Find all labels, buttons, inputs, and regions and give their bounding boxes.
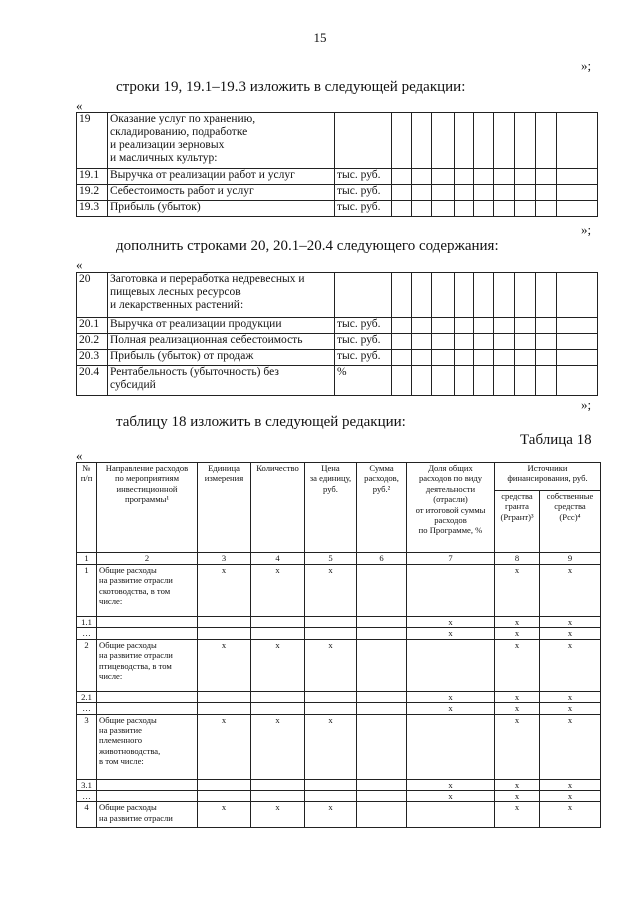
cell-quantity: x: [251, 714, 305, 779]
row-number: 19.2: [77, 185, 108, 201]
row-direction: [97, 617, 198, 628]
table-row: [77, 639, 601, 691]
section2-heading: дополнить строками 20, 20.1–20.4 следующего содержания:: [116, 238, 499, 254]
empty-cell: [432, 113, 455, 169]
cell-grant: x: [495, 691, 540, 702]
empty-cell: [515, 169, 536, 185]
row-number: 20.3: [77, 350, 108, 366]
table-18-title: Таблица 18: [520, 432, 592, 448]
cell-unit: [198, 791, 251, 802]
cell-grant: x: [495, 802, 540, 828]
cell-unit: [198, 617, 251, 628]
row-direction: [97, 791, 198, 802]
empty-cell: [515, 185, 536, 201]
cell-price: [305, 791, 357, 802]
cell-share: [407, 639, 495, 691]
empty-cell: [455, 169, 474, 185]
table-row: [77, 714, 601, 779]
section3-heading: таблицу 18 изложить в следующей редакции:: [116, 414, 406, 430]
cell-sum: [357, 714, 407, 779]
cell-unit: x: [198, 639, 251, 691]
row-number: 1.1: [77, 617, 97, 628]
row-number: 3: [77, 714, 97, 779]
empty-cell: [557, 113, 598, 169]
cell-price: [305, 628, 357, 639]
column-number: 2: [97, 553, 198, 565]
cell-share: x: [407, 779, 495, 790]
cell-sum: [357, 779, 407, 790]
cell-grant: x: [495, 628, 540, 639]
cell-unit: [198, 691, 251, 702]
empty-cell: [515, 334, 536, 350]
row-unit: [335, 113, 392, 169]
empty-cell: [557, 273, 598, 318]
cell-sum: [357, 691, 407, 702]
cell-grant: x: [495, 617, 540, 628]
column-number: 7: [407, 553, 495, 565]
cell-grant: x: [495, 639, 540, 691]
row-unit: [335, 273, 392, 318]
empty-cell: [494, 366, 515, 396]
row-direction: Общие расходы на развитие отрасли птицеводства, в том числе:: [97, 639, 198, 691]
empty-cell: [515, 366, 536, 396]
empty-cell: [536, 273, 557, 318]
row-unit: тыс. руб.: [335, 201, 392, 217]
cell-quantity: x: [251, 565, 305, 617]
empty-cell: [392, 201, 412, 217]
table-row: [77, 201, 598, 217]
column-number: 3: [198, 553, 251, 565]
row-name: Оказание услуг по хранению, складированию, подработке и реализации зерновых и масличных культур:: [108, 113, 335, 169]
cell-unit: x: [198, 714, 251, 779]
empty-cell: [515, 201, 536, 217]
column-number: 9: [540, 553, 601, 565]
table-row: [77, 779, 601, 790]
row-direction: [97, 703, 198, 714]
empty-cell: [412, 273, 432, 318]
header-direction: Направление расходов по мероприятиям инвестиционной программы¹: [97, 463, 198, 553]
empty-cell: [494, 318, 515, 334]
row-number: …: [77, 703, 97, 714]
row-number: 19.1: [77, 169, 108, 185]
open-quote-mark: «: [76, 257, 83, 272]
column-number: 4: [251, 553, 305, 565]
cell-price: x: [305, 714, 357, 779]
empty-cell: [536, 366, 557, 396]
empty-cell: [557, 169, 598, 185]
row-number: 4: [77, 802, 97, 828]
empty-cell: [557, 201, 598, 217]
close-quote-mark: »;: [581, 397, 592, 412]
empty-cell: [494, 334, 515, 350]
row-name: Заготовка и переработка недревесных и пищевых лесных ресурсов и лекарственных растений:: [108, 273, 335, 318]
empty-cell: [455, 201, 474, 217]
cell-price: [305, 691, 357, 702]
cell-share: x: [407, 617, 495, 628]
empty-cell: [494, 273, 515, 318]
empty-cell: [494, 169, 515, 185]
cell-own: x: [540, 791, 601, 802]
header-sources: Источники финансирования, руб.: [495, 463, 601, 491]
empty-cell: [474, 273, 494, 318]
header-share: Доля общих расходов по виду деятельности (отрасли) от итоговой суммы расходов по Программе, %: [407, 463, 495, 553]
empty-cell: [412, 113, 432, 169]
empty-cell: [412, 201, 432, 217]
empty-cell: [432, 350, 455, 366]
table-row: [77, 802, 601, 828]
empty-cell: [455, 185, 474, 201]
empty-cell: [536, 113, 557, 169]
row-direction: Общие расходы на развитие племенного животноводства, в том числе:: [97, 714, 198, 779]
cell-share: [407, 714, 495, 779]
table-row: [77, 350, 598, 366]
header-unit: Единица измерения: [198, 463, 251, 553]
row-name: Себестоимость работ и услуг: [108, 185, 335, 201]
cell-grant: x: [495, 779, 540, 790]
empty-cell: [474, 185, 494, 201]
empty-cell: [474, 169, 494, 185]
empty-cell: [515, 350, 536, 366]
cell-own: x: [540, 691, 601, 702]
cell-sum: [357, 628, 407, 639]
empty-cell: [412, 366, 432, 396]
empty-cell: [455, 273, 474, 318]
empty-cell: [557, 334, 598, 350]
empty-cell: [494, 201, 515, 217]
cell-unit: [198, 779, 251, 790]
row-unit: тыс. руб.: [335, 185, 392, 201]
row-direction: Общие расходы на развитие отрасли скотоводства, в том числе:: [97, 565, 198, 617]
table-row: [77, 617, 601, 628]
empty-cell: [515, 273, 536, 318]
cell-quantity: [251, 628, 305, 639]
page-number: 15: [313, 30, 327, 45]
cell-own: x: [540, 802, 601, 828]
cell-own: x: [540, 703, 601, 714]
empty-cell: [474, 201, 494, 217]
open-quote-mark: «: [76, 448, 83, 463]
cell-sum: [357, 703, 407, 714]
row-direction: [97, 779, 198, 790]
row-number: 20: [77, 273, 108, 318]
cell-quantity: [251, 791, 305, 802]
row-unit: тыс. руб.: [335, 350, 392, 366]
cell-own: x: [540, 617, 601, 628]
cell-share: [407, 802, 495, 828]
empty-cell: [455, 318, 474, 334]
row-name: Рентабельность (убыточность) без субсидий: [108, 366, 335, 396]
row-number: 20.1: [77, 318, 108, 334]
empty-cell: [392, 366, 412, 396]
open-quote-mark: «: [76, 98, 83, 113]
empty-cell: [432, 318, 455, 334]
cell-sum: [357, 791, 407, 802]
empty-cell: [412, 169, 432, 185]
cell-grant: x: [495, 703, 540, 714]
table-row: [77, 628, 601, 639]
cell-price: x: [305, 565, 357, 617]
cell-share: x: [407, 691, 495, 702]
cell-price: x: [305, 802, 357, 828]
empty-cell: [432, 169, 455, 185]
empty-cell: [494, 185, 515, 201]
header-own: собственные средства (Pсс)⁴: [540, 491, 601, 553]
cell-own: x: [540, 565, 601, 617]
cell-share: x: [407, 703, 495, 714]
empty-cell: [515, 318, 536, 334]
empty-cell: [392, 350, 412, 366]
rows-20-table: [76, 272, 598, 396]
empty-cell: [474, 350, 494, 366]
cell-unit: x: [198, 565, 251, 617]
empty-cell: [536, 350, 557, 366]
row-number: 2.1: [77, 691, 97, 702]
empty-cell: [557, 350, 598, 366]
table-row: [77, 113, 598, 169]
row-number: 3.1: [77, 779, 97, 790]
empty-cell: [392, 113, 412, 169]
row-unit: тыс. руб.: [335, 318, 392, 334]
table-row: [77, 169, 598, 185]
table-row: [77, 185, 598, 201]
cell-grant: x: [495, 714, 540, 779]
cell-unit: [198, 628, 251, 639]
close-quote-mark: »;: [581, 222, 592, 237]
row-number: 20.2: [77, 334, 108, 350]
empty-cell: [412, 350, 432, 366]
empty-cell: [474, 366, 494, 396]
empty-cell: [536, 185, 557, 201]
close-quote-mark: »;: [581, 58, 592, 73]
empty-cell: [432, 334, 455, 350]
empty-cell: [392, 185, 412, 201]
empty-cell: [455, 366, 474, 396]
empty-cell: [432, 201, 455, 217]
header-sum: Сумма расходов, руб.²: [357, 463, 407, 553]
section1-heading: строки 19, 19.1–19.3 изложить в следующей редакции:: [116, 79, 466, 95]
column-number: 5: [305, 553, 357, 565]
header-num: № п/п: [77, 463, 97, 553]
empty-cell: [432, 185, 455, 201]
row-number: …: [77, 628, 97, 639]
cell-quantity: [251, 703, 305, 714]
cell-share: x: [407, 628, 495, 639]
empty-cell: [494, 350, 515, 366]
row-number: 19: [77, 113, 108, 169]
cell-sum: [357, 639, 407, 691]
empty-cell: [412, 334, 432, 350]
empty-cell: [557, 185, 598, 201]
cell-grant: x: [495, 565, 540, 617]
cell-own: x: [540, 639, 601, 691]
row-number: 2: [77, 639, 97, 691]
row-number: 19.3: [77, 201, 108, 217]
column-number: 6: [357, 553, 407, 565]
row-unit: тыс. руб.: [335, 169, 392, 185]
cell-grant: x: [495, 791, 540, 802]
row-name: Прибыль (убыток) от продаж: [108, 350, 335, 366]
empty-cell: [392, 273, 412, 318]
cell-quantity: [251, 617, 305, 628]
empty-cell: [474, 113, 494, 169]
row-name: Выручка от реализации работ и услуг: [108, 169, 335, 185]
empty-cell: [412, 318, 432, 334]
row-direction: [97, 691, 198, 702]
cell-price: [305, 617, 357, 628]
empty-cell: [455, 350, 474, 366]
table-row: [77, 691, 601, 702]
empty-cell: [536, 169, 557, 185]
cell-quantity: [251, 691, 305, 702]
empty-cell: [474, 318, 494, 334]
cell-sum: [357, 565, 407, 617]
cell-unit: [198, 703, 251, 714]
row-name: Прибыль (убыток): [108, 201, 335, 217]
empty-cell: [455, 113, 474, 169]
empty-cell: [474, 334, 494, 350]
empty-cell: [494, 113, 515, 169]
column-number: 1: [77, 553, 97, 565]
empty-cell: [536, 318, 557, 334]
table-row: [77, 273, 598, 318]
cell-own: x: [540, 628, 601, 639]
cell-sum: [357, 617, 407, 628]
table-18: [76, 462, 601, 828]
row-direction: [97, 628, 198, 639]
empty-cell: [392, 169, 412, 185]
empty-cell: [412, 185, 432, 201]
empty-cell: [432, 273, 455, 318]
table-row: [77, 318, 598, 334]
cell-sum: [357, 802, 407, 828]
table-row: [77, 366, 598, 396]
cell-quantity: x: [251, 639, 305, 691]
table-row: [77, 334, 598, 350]
column-number: 8: [495, 553, 540, 565]
cell-quantity: x: [251, 802, 305, 828]
cell-own: x: [540, 779, 601, 790]
table-row: [77, 791, 601, 802]
table-row: [77, 565, 601, 617]
cell-unit: x: [198, 802, 251, 828]
cell-quantity: [251, 779, 305, 790]
cell-own: x: [540, 714, 601, 779]
header-price: Цена за единицу, руб.: [305, 463, 357, 553]
row-unit: %: [335, 366, 392, 396]
row-unit: тыс. руб.: [335, 334, 392, 350]
empty-cell: [455, 334, 474, 350]
empty-cell: [557, 366, 598, 396]
cell-price: x: [305, 639, 357, 691]
empty-cell: [432, 366, 455, 396]
empty-cell: [536, 201, 557, 217]
header-grant: средства гранта (Pгрант)³: [495, 491, 540, 553]
row-number: 20.4: [77, 366, 108, 396]
cell-share: [407, 565, 495, 617]
rows-19-table: [76, 112, 598, 217]
row-name: Выручка от реализации продукции: [108, 318, 335, 334]
empty-cell: [557, 318, 598, 334]
cell-share: x: [407, 791, 495, 802]
row-number: 1: [77, 565, 97, 617]
row-number: …: [77, 791, 97, 802]
table-row: [77, 703, 601, 714]
empty-cell: [515, 113, 536, 169]
header-quantity: Количество: [251, 463, 305, 553]
row-name: Полная реализационная себестоимость: [108, 334, 335, 350]
cell-price: [305, 703, 357, 714]
cell-price: [305, 779, 357, 790]
empty-cell: [392, 318, 412, 334]
row-direction: Общие расходы на развитие отрасли: [97, 802, 198, 828]
empty-cell: [392, 334, 412, 350]
empty-cell: [536, 334, 557, 350]
